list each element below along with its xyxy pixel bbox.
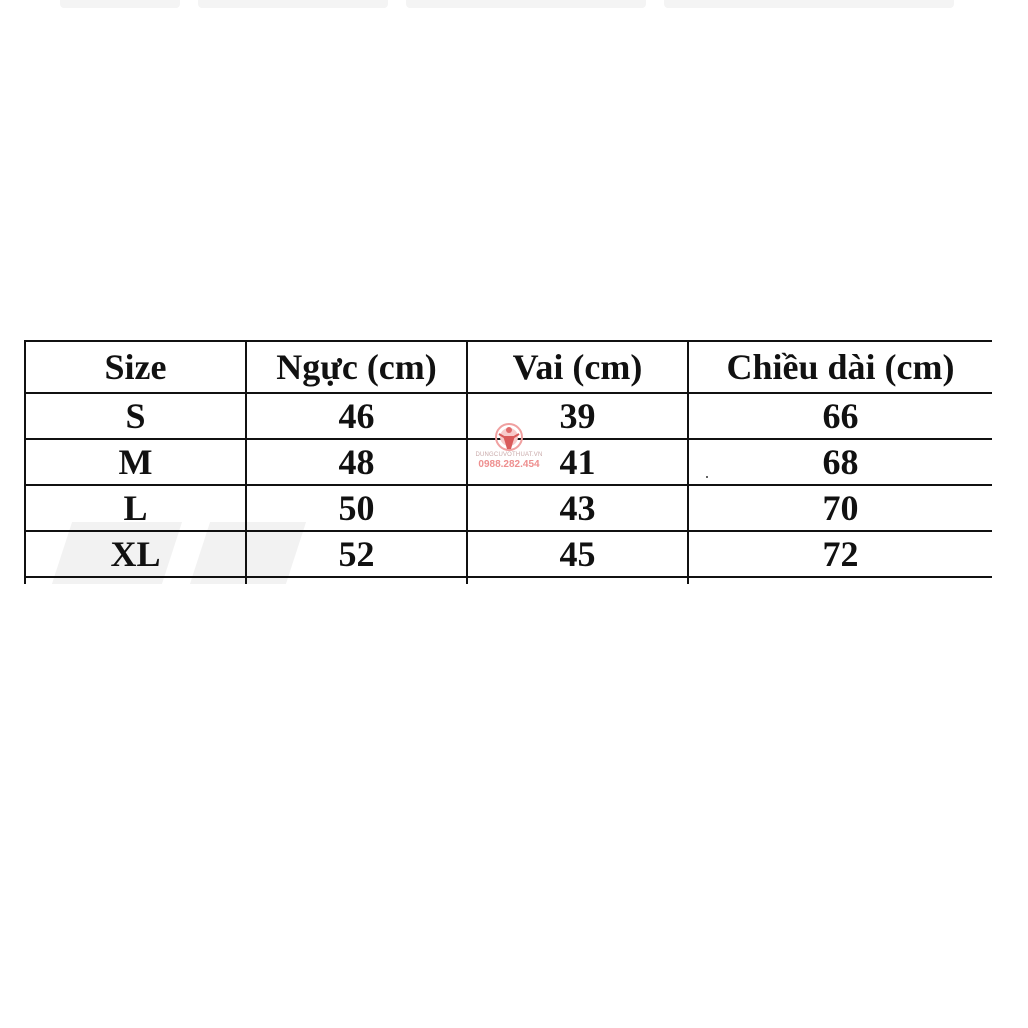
header-size: Size [25, 341, 246, 393]
cell-shoulder: 43 [467, 485, 688, 531]
cell-length: 68 [688, 439, 992, 485]
cell-size: M [25, 439, 246, 485]
cell-chest: 46 [246, 393, 467, 439]
cell-chest: 50 [246, 485, 467, 531]
cropped-top-text [60, 0, 980, 14]
cell-shoulder: 39 [467, 393, 688, 439]
watermark [470, 422, 548, 476]
cell-shoulder: 45 [467, 531, 688, 577]
table-row [25, 531, 992, 577]
cell-chest: 52 [246, 531, 467, 577]
table-row [25, 485, 992, 531]
cell-length: 72 [688, 531, 992, 577]
table-header-row [25, 341, 992, 393]
header-shoulder: Vai (cm) [467, 341, 688, 393]
cell-length: 66 [688, 393, 992, 439]
header-chest: Ngực (cm) [246, 341, 467, 393]
header-length: Chiều dài (cm) [688, 341, 992, 393]
cell-size: S [25, 393, 246, 439]
cell-length: 70 [688, 485, 992, 531]
cell-shoulder: 41 [467, 439, 688, 485]
cell-size: L [25, 485, 246, 531]
cell-chest: 48 [246, 439, 467, 485]
table-row-cropped [25, 577, 992, 584]
watermark-phone: 0988.282.454 [478, 459, 540, 470]
watermark-site: DUNGCUVOTHUAT.VN [475, 452, 543, 458]
martial-arts-logo-icon [490, 422, 528, 452]
cell-size: XL [25, 531, 246, 577]
